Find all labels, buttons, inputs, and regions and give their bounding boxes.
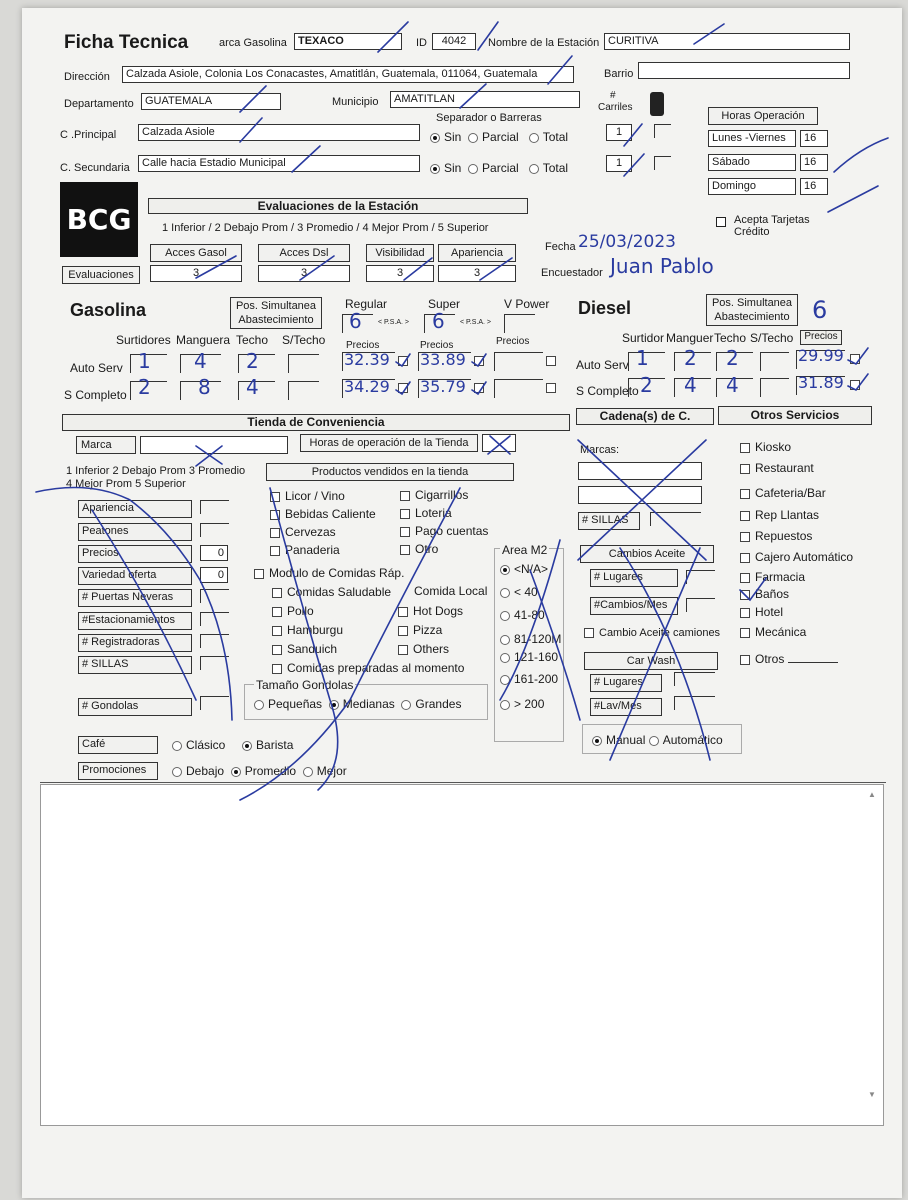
- prod-otro[interactable]: Otro: [400, 542, 438, 556]
- separador-row-2[interactable]: Sin Parcial Total: [430, 161, 568, 175]
- apariencia-value[interactable]: 3: [438, 265, 516, 282]
- bcg-logo: BCG: [60, 182, 138, 257]
- dsl-precios-label: Precios: [800, 330, 842, 345]
- cafe-label: Café: [78, 736, 158, 754]
- direccion-label: Dirección: [64, 71, 110, 83]
- eval-variedad: Variedad oferta: [78, 567, 192, 585]
- tienda-marca-field[interactable]: [140, 436, 288, 454]
- carriles-check-1[interactable]: [654, 124, 671, 138]
- serv-cajero[interactable]: Cajero Automático: [740, 550, 853, 564]
- principal-label: C .Principal: [60, 129, 117, 141]
- regular-psa-tag: < P.S.A. >: [378, 319, 410, 326]
- carwash-lugares-value[interactable]: [674, 672, 715, 686]
- evaluaciones-label: Evaluaciones: [62, 266, 140, 284]
- eval-precios-value[interactable]: 0: [200, 545, 228, 561]
- prod-licor[interactable]: Licor / Vino: [270, 489, 345, 503]
- cambios-lugares-label: # Lugares: [590, 569, 678, 587]
- dsl-as-precio: 29.99: [798, 346, 844, 365]
- traffic-light-icon: [650, 92, 664, 116]
- comidas-preparadas[interactable]: Comidas preparadas al momento: [272, 661, 464, 675]
- dsl-as-check[interactable]: [850, 354, 860, 364]
- gas-sc-vp-check[interactable]: [546, 383, 556, 393]
- comida-others[interactable]: Others: [398, 642, 449, 656]
- gas-sc-sup: 35.79: [420, 377, 466, 396]
- cambios-aceite-title: Cambios Aceite: [580, 545, 714, 563]
- area-title: Area M2: [502, 543, 548, 557]
- prod-pago[interactable]: Pago cuentas: [400, 524, 488, 538]
- cambio-camiones[interactable]: Cambio Aceite camiones: [584, 627, 720, 639]
- gas-pos-sim: Pos. Simultanea Abastecimiento: [230, 297, 322, 329]
- comida-pollo[interactable]: Pollo: [272, 604, 314, 618]
- cadena-marca-1[interactable]: [578, 462, 702, 480]
- dsl-col-stecho: S/Techo: [750, 331, 794, 345]
- tienda-horas-label: Horas de operación de la Tienda: [300, 434, 478, 452]
- depto-field[interactable]: GUATEMALA: [141, 93, 281, 110]
- gas-col-stecho: S/Techo: [282, 333, 326, 347]
- area-120[interactable]: 81-120M: [500, 632, 561, 646]
- gasolina-title: Gasolina: [70, 300, 147, 320]
- cadena-sillas-label: # SILLAS: [578, 512, 640, 530]
- vpower-label: V Power: [504, 297, 550, 311]
- eval-apariencia-value[interactable]: [200, 500, 229, 514]
- gas-col-surtidores: Surtidores: [116, 333, 171, 347]
- cadena-marcas-label: Marcas:: [580, 444, 620, 456]
- municipio-label: Municipio: [332, 96, 379, 108]
- vpower-psa-box[interactable]: [504, 314, 535, 333]
- dsl-sc-check[interactable]: [850, 380, 860, 390]
- regular-psa-value: 6: [349, 309, 362, 333]
- eval-sillas-value[interactable]: [200, 656, 229, 670]
- acces-gasol-label: Acces Gasol: [150, 244, 242, 262]
- acces-dsl-label: Acces Dsl: [258, 244, 350, 262]
- secundaria-field[interactable]: Calle hacia Estadio Municipal: [138, 155, 420, 172]
- serv-kiosko[interactable]: Kiosko: [740, 440, 791, 454]
- tarjetas-check[interactable]: Acepta Tarjetas Crédito: [716, 214, 816, 238]
- gas-col-techo: Techo: [236, 333, 269, 347]
- cambios-mes-value[interactable]: [686, 598, 715, 612]
- dsl-col-techo: Techo: [714, 331, 747, 345]
- carriles-1[interactable]: 1: [606, 124, 632, 141]
- horas-dom-label: Domingo: [708, 178, 796, 195]
- gas-precios-2: Precios: [420, 340, 454, 351]
- promo-options[interactable]: Debajo Promedio Mejor: [172, 764, 347, 778]
- eval-variedad-value[interactable]: 0: [200, 567, 228, 583]
- gas-sc-sup-check[interactable]: [474, 383, 484, 393]
- cafe-options[interactable]: Clásico Barista: [172, 738, 293, 752]
- super-psa-value: 6: [432, 309, 445, 333]
- dsl-as-surt: 1: [636, 346, 649, 370]
- diesel-pos-sim: Pos. Simultanea Abastecimiento: [706, 294, 798, 326]
- gas-sc-reg-check[interactable]: [398, 383, 408, 393]
- serv-hotel[interactable]: Hotel: [740, 605, 783, 619]
- carriles-hash: #: [610, 90, 616, 101]
- nombre-label: Nombre de la Estación: [488, 37, 600, 49]
- secundaria-label: C. Secundaria: [60, 162, 130, 174]
- area-na[interactable]: <N/A>: [500, 562, 548, 576]
- eval-puertas: # Puertas Neveras: [78, 589, 192, 607]
- cambios-mes-label: #Cambios/Mes: [590, 597, 678, 615]
- eval-peatones: Peatones: [78, 523, 192, 541]
- area-40[interactable]: < 40: [500, 585, 538, 599]
- serv-otros[interactable]: Otros: [740, 652, 838, 666]
- acces-gasol-value[interactable]: 3: [150, 265, 242, 282]
- dsl-as-mang: 2: [684, 346, 697, 370]
- fecha-label: Fecha: [545, 241, 576, 253]
- gas-sc-vp-box[interactable]: [494, 379, 543, 398]
- gas-sc-techo: 4: [246, 375, 259, 399]
- carwash-title: Car Wash: [584, 652, 718, 670]
- dsl-sc-techo: 4: [726, 373, 739, 397]
- nombre-field[interactable]: CURITIVA: [604, 33, 850, 50]
- carwash-lav-label: #Lav/Mes: [590, 698, 662, 716]
- separador-title: Separador o Barreras: [436, 112, 542, 124]
- wash-type-options[interactable]: Manual Automático: [592, 733, 723, 747]
- serv-llantas[interactable]: Rep Llantas: [740, 508, 819, 522]
- eval-precios: Precios: [78, 545, 192, 563]
- notes-area[interactable]: [40, 784, 884, 1126]
- area-gt200[interactable]: > 200: [500, 697, 544, 711]
- marca-label: arca Gasolina: [219, 37, 287, 49]
- dsl-scompleto-label: S Completo: [576, 384, 639, 398]
- visibilidad-value[interactable]: 3: [366, 265, 434, 282]
- dsl-as-stecho-box[interactable]: [760, 352, 789, 371]
- dsl-sc-mang: 4: [684, 373, 697, 397]
- evaluaciones-scale: 1 Inferior / 2 Debajo Prom / 3 Promedio / 4 Mejor Prom / 5 Superior: [162, 222, 489, 234]
- cadena-sillas-value[interactable]: [650, 512, 701, 526]
- gas-as-sup: 33.89: [420, 350, 466, 369]
- dsl-col-surtidor: Surtidor: [622, 331, 665, 345]
- gas-as-sup-check[interactable]: [474, 356, 484, 366]
- gas-sc-surt: 2: [138, 375, 151, 399]
- dsl-sc-stecho-box[interactable]: [760, 378, 789, 397]
- cambios-lugares-value[interactable]: [686, 570, 715, 584]
- gas-as-techo: 2: [246, 349, 259, 373]
- comida-pizza[interactable]: Pizza: [398, 623, 442, 637]
- gas-sc-mang: 8: [198, 375, 211, 399]
- area-160[interactable]: 121-160: [500, 650, 558, 664]
- horas-title: Horas Operación: [708, 107, 818, 125]
- comida-local-label: Comida Local: [414, 584, 488, 598]
- area-80[interactable]: 41-80: [500, 608, 545, 622]
- municipio-field[interactable]: AMATITLAN: [390, 91, 580, 108]
- tienda-scale-2: 4 Mejor Prom 5 Superior: [66, 478, 186, 490]
- serv-banos[interactable]: Baños: [740, 587, 789, 601]
- eval-regis-value[interactable]: [200, 634, 229, 648]
- modulo-comidas[interactable]: Modulo de Comidas Ráp.: [254, 566, 404, 580]
- apariencia-label: Apariencia: [438, 244, 516, 262]
- serv-farmacia[interactable]: Farmacia: [740, 570, 805, 584]
- comida-saludable[interactable]: Comidas Saludable: [272, 585, 391, 599]
- serv-mecanica[interactable]: Mecánica: [740, 625, 806, 639]
- promo-label: Promociones: [78, 762, 158, 780]
- prod-cigarrillos[interactable]: Cigarrillos: [400, 488, 468, 502]
- barrio-label: Barrio: [604, 68, 634, 80]
- gas-autoserv-label: Auto Serv: [70, 361, 123, 375]
- prod-cervezas[interactable]: Cervezas: [270, 525, 336, 539]
- marca-field[interactable]: TEXACO: [294, 33, 402, 50]
- tamano-title: Tamaño Gondolas: [256, 678, 354, 692]
- dsl-sc-surt: 2: [640, 373, 653, 397]
- carwash-lav-value[interactable]: [674, 696, 715, 710]
- gas-sc-stecho-box[interactable]: [288, 381, 319, 400]
- dsl-autoserv-label: Auto Serv: [576, 358, 629, 372]
- cadena-title: Cadena(s) de C.: [576, 408, 714, 425]
- eval-sillas: # SILLAS: [78, 656, 192, 674]
- gas-as-mang: 4: [194, 349, 207, 373]
- gas-sc-reg: 34.29: [344, 377, 390, 396]
- horas-sab-value[interactable]: 16: [800, 154, 828, 171]
- tienda-title: Tienda de Conveniencia: [62, 414, 570, 431]
- prod-loteria[interactable]: Loteria: [400, 506, 452, 520]
- serv-cafeteria[interactable]: Cafeteria/Bar: [740, 486, 826, 500]
- dsl-sc-precio: 31.89: [798, 373, 844, 392]
- eval-estac-value[interactable]: [200, 612, 229, 626]
- eval-peatones-value[interactable]: [200, 523, 229, 537]
- super-label: Super: [428, 297, 461, 311]
- serv-repuestos[interactable]: Repuestos: [740, 529, 812, 543]
- page-title: Ficha Tecnica: [64, 32, 189, 53]
- separador-row-1[interactable]: Sin Parcial Total: [430, 130, 568, 144]
- comida-hotdogs[interactable]: Hot Dogs: [398, 604, 463, 618]
- tienda-horas-field[interactable]: [482, 434, 516, 452]
- encuestador-value[interactable]: Juan Pablo: [610, 254, 714, 278]
- horas-sab-label: Sábado: [708, 154, 796, 171]
- acces-dsl-value[interactable]: 3: [258, 265, 350, 282]
- gondolas-value[interactable]: [200, 696, 229, 710]
- carriles-check-2[interactable]: [654, 156, 671, 170]
- carriles-2[interactable]: 1: [606, 155, 632, 172]
- diesel-title: Diesel: [578, 298, 632, 318]
- scroll-down-icon[interactable]: ▼: [868, 1090, 876, 1099]
- fecha-value[interactable]: 25/03/2023: [578, 232, 676, 252]
- horas-lv-label: Lunes -Viernes: [708, 130, 796, 147]
- gas-col-manguera: Manguera: [176, 333, 231, 347]
- otros-title: Otros Servicios: [718, 406, 872, 425]
- gas-as-reg-check[interactable]: [398, 356, 408, 366]
- cadena-marca-2[interactable]: [578, 486, 702, 504]
- prod-panaderia[interactable]: Panaderia: [270, 543, 340, 557]
- comida-sanduich[interactable]: Sanduich: [272, 642, 337, 656]
- super-psa-tag: < P.S.A. >: [460, 319, 492, 326]
- eval-estacionamientos: #Estacionamientos: [78, 612, 192, 630]
- horas-lv-value[interactable]: 16: [800, 130, 828, 147]
- eval-puertas-value[interactable]: [200, 589, 229, 603]
- productos-title: Productos vendidos en la tienda: [266, 463, 514, 481]
- gondolas-label: # Gondolas: [78, 698, 192, 716]
- evaluaciones-title: Evaluaciones de la Estación: [148, 198, 528, 214]
- regular-label: Regular: [345, 297, 388, 311]
- dsl-as-techo: 2: [726, 346, 739, 370]
- gas-precios-1: Precios: [346, 340, 380, 351]
- id-field[interactable]: 4042: [432, 33, 476, 50]
- gas-as-vp-check[interactable]: [546, 356, 556, 366]
- principal-field[interactable]: Calzada Asiole: [138, 124, 420, 141]
- barrio-field[interactable]: [638, 62, 850, 79]
- gas-as-surt: 1: [138, 349, 151, 373]
- eval-registradoras: # Registradoras: [78, 634, 192, 652]
- comida-hamburgu[interactable]: Hamburgu: [272, 623, 343, 637]
- serv-restaurant[interactable]: Restaurant: [740, 461, 814, 475]
- prod-bebidas[interactable]: Bebidas Caliente: [270, 507, 376, 521]
- horas-dom-value[interactable]: 16: [800, 178, 828, 195]
- gas-scompleto-label: S Completo: [64, 388, 127, 402]
- direccion-field[interactable]: Calzada Asiole, Colonia Los Conacastes, Amatitlán, Guatemala, 011064, Guatemala: [122, 66, 574, 83]
- gas-precios-3: Precios: [496, 336, 530, 347]
- gas-as-stecho-box[interactable]: [288, 354, 319, 373]
- divider: [40, 782, 886, 783]
- carriles-label: Carriles: [598, 102, 633, 113]
- tienda-scale-1: 1 Inferior 2 Debajo Prom 3 Promedio: [66, 465, 246, 477]
- eval-apariencia: Apariencia: [78, 500, 192, 518]
- tamano-options[interactable]: Pequeñas Medianas Grandes: [254, 697, 461, 711]
- id-label: ID: [416, 37, 427, 49]
- depto-label: Departamento: [64, 98, 134, 110]
- dsl-col-manguer: Manguer: [666, 331, 714, 345]
- gas-as-reg: 32.39: [344, 350, 390, 369]
- tienda-marca-label: Marca: [76, 436, 136, 454]
- carwash-lugares-label: # Lugares: [590, 674, 662, 692]
- encuestador-label: Encuestador: [541, 267, 603, 279]
- scroll-up-icon[interactable]: ▲: [868, 790, 876, 799]
- visibilidad-label: Visibilidad: [366, 244, 434, 262]
- gas-as-vp-box[interactable]: [494, 352, 543, 371]
- diesel-psa-value[interactable]: 6: [812, 296, 828, 324]
- area-200[interactable]: 161-200: [500, 672, 558, 686]
